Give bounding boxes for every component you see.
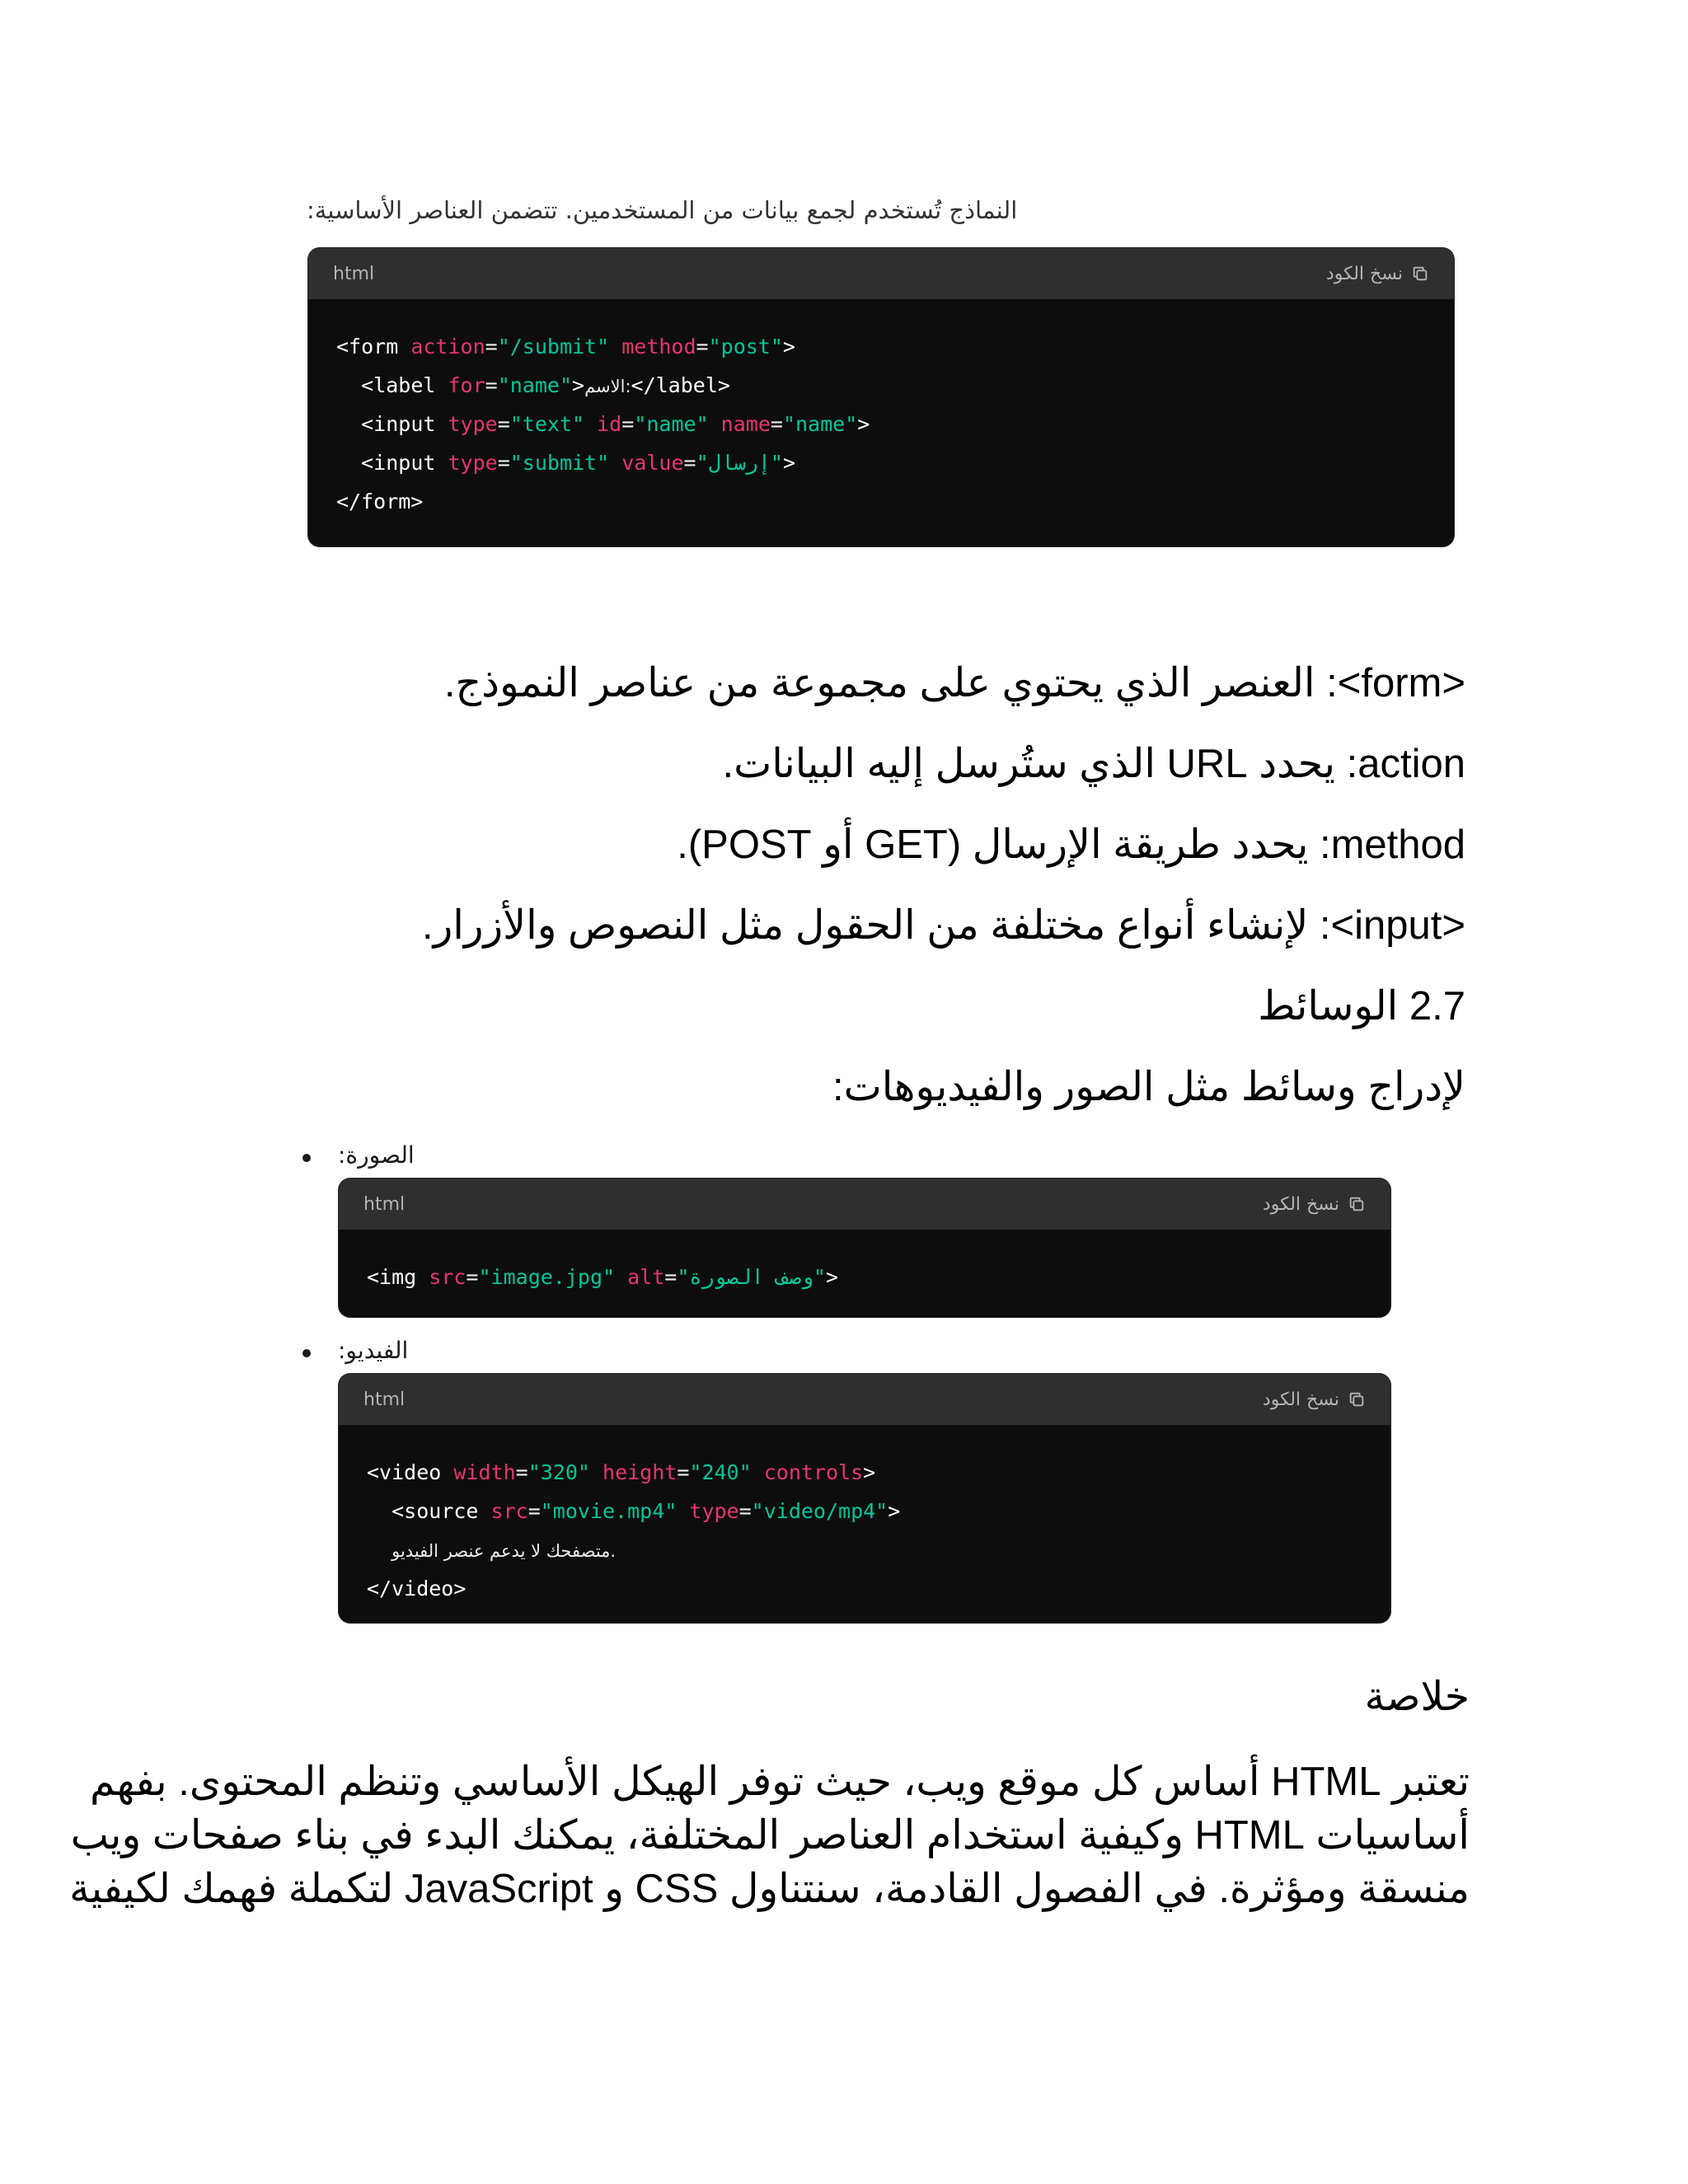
code-token-str: "name" <box>782 412 858 436</box>
code-token-plain: = <box>621 412 635 436</box>
code-token-attr: type <box>448 451 498 475</box>
code-token-tag: </label> <box>631 373 730 397</box>
code-language-label: html <box>363 1389 406 1410</box>
code-token-plain <box>709 412 721 436</box>
code-token-attr: type <box>689 1499 739 1523</box>
code-token-tag: > <box>825 1265 839 1289</box>
code-token-tag: <input <box>361 451 448 475</box>
code-token-plain <box>590 1460 603 1484</box>
bullet-dot <box>302 1154 311 1162</box>
code-line <box>367 1569 1362 1608</box>
code-token-plain: = <box>485 335 498 359</box>
copy-code-label: نسخ الكود <box>1262 1389 1339 1410</box>
code-token-plain <box>336 412 361 436</box>
code-token-plain <box>609 335 621 359</box>
code-token-plain <box>677 1499 689 1523</box>
code-header <box>308 248 1454 299</box>
code-token-plain: = <box>738 1499 752 1523</box>
code-token-plain: = <box>683 451 696 475</box>
code-token-attr: action <box>410 335 485 359</box>
code-token-tag: <label <box>361 373 448 397</box>
copy-icon <box>1348 1390 1366 1408</box>
code-token-plain: = <box>770 412 783 436</box>
code-token-str: "name" <box>497 373 572 397</box>
summary-line: أساسيات HTML وكيفية استخدام العناصر المختلفة، يمكنك البدء في بناء صفحات ويب <box>70 1813 1470 1858</box>
code-block-form <box>308 248 1454 546</box>
code-token-tag: <form <box>336 335 411 359</box>
code-line <box>367 1258 1362 1296</box>
code-body <box>308 299 1454 521</box>
copy-code-button[interactable] <box>1263 1194 1366 1215</box>
summary-line: تعتبر HTML أساس كل موقع ويب، حيث توفر الهيكل الأساسي وتنظم المحتوى. بفهم <box>90 1760 1470 1804</box>
code-token-plain: = <box>528 1499 541 1523</box>
intro-caption: النماذج تُستخدم لجمع بيانات من المستخدمين. تتضمن العناصر الأساسية: <box>307 196 1018 224</box>
summary-line: منسقة ومؤثرة. في الفصول القادمة، سنتناول CSS و JavaScript لتكملة فهمك لكيفية <box>69 1867 1470 1911</box>
code-token-plain <box>336 451 361 475</box>
code-token-attr: id <box>597 412 622 436</box>
code-token-attr: src <box>490 1499 528 1523</box>
definition-form: <form>: العنصر الذي يحتوي على مجموعة من عناصر النموذج. <box>443 661 1465 705</box>
code-token-plain: = <box>485 373 498 397</box>
media-intro: لإدراج وسائط مثل الصور والفيديوهات: <box>832 1065 1465 1109</box>
code-token-str: "320" <box>528 1460 590 1484</box>
code-token-tag: > <box>782 335 795 359</box>
code-line <box>336 443 1426 482</box>
code-token-attr: controls <box>763 1460 864 1484</box>
code-token-attr: height <box>603 1460 678 1484</box>
code-token-attr: width <box>453 1460 516 1484</box>
copy-code-label: نسخ الكود <box>1262 1193 1339 1215</box>
bullet-video-label: الفيديو: <box>338 1337 409 1364</box>
code-token-plain <box>752 1460 764 1484</box>
code-token-tag: <source <box>392 1499 491 1523</box>
copy-code-button[interactable] <box>1326 264 1429 284</box>
code-token-tag: > <box>782 451 796 475</box>
copy-icon <box>1348 1195 1366 1213</box>
bullet-image-label: الصورة: <box>338 1141 415 1169</box>
code-token-str: "post" <box>708 335 783 359</box>
bullet-dot <box>302 1349 311 1357</box>
code-line <box>336 366 1426 405</box>
code-token-tag: <video <box>367 1460 454 1484</box>
code-token-str: "إرسال" <box>696 451 783 475</box>
code-line <box>367 1492 1362 1530</box>
code-token-str: "text" <box>509 412 585 436</box>
definition-input: <input>: لإنشاء أنواع مختلفة من الحقول مثل النصوص والأزرار. <box>421 903 1465 948</box>
code-token-attr: value <box>621 451 684 475</box>
code-token-tag: > <box>857 412 870 436</box>
code-token-plain <box>367 1538 392 1562</box>
code-token-attr: method <box>621 335 696 359</box>
code-line <box>367 1530 1362 1569</box>
code-token-plain: = <box>497 412 510 436</box>
code-token-plain: = <box>677 1460 690 1484</box>
code-token-str: "video/mp4" <box>751 1499 889 1523</box>
code-line <box>336 482 1426 521</box>
code-token-plain: = <box>497 451 510 475</box>
summary-heading: خلاصة <box>1364 1675 1470 1719</box>
definition-action: action: يحدد URL الذي ستُرسل إليه البيانات. <box>722 742 1465 786</box>
code-language-label: html <box>363 1193 406 1215</box>
code-body <box>339 1425 1390 1608</box>
code-block-image <box>339 1179 1390 1317</box>
code-token-attr: alt <box>627 1265 665 1289</box>
code-token-tag: <img <box>367 1265 429 1289</box>
code-token-attr: src <box>429 1265 467 1289</box>
code-body <box>339 1230 1390 1296</box>
code-token-plain <box>615 1265 627 1289</box>
code-token-str: "240" <box>689 1460 752 1484</box>
code-token-tag: > <box>888 1499 901 1523</box>
code-token-plain: = <box>664 1265 678 1289</box>
code-line <box>367 1453 1362 1492</box>
code-token-attr: type <box>448 412 498 436</box>
code-token-plain: = <box>466 1265 479 1289</box>
code-language-label: html <box>333 263 375 284</box>
copy-icon <box>1411 265 1429 283</box>
code-token-str: "وصف الصورة" <box>677 1265 826 1289</box>
code-block-video <box>339 1374 1390 1623</box>
code-token-ar: الاسم: <box>584 377 631 396</box>
code-token-plain <box>609 451 621 475</box>
definition-method: method: يحدد طريقة الإرسال (GET أو POST). <box>677 823 1465 867</box>
code-token-attr: name <box>720 412 771 436</box>
code-token-plain: = <box>696 335 709 359</box>
code-token-tag: > <box>572 373 585 397</box>
code-token-tag: </video> <box>367 1577 467 1601</box>
code-token-str: "/submit" <box>497 335 610 359</box>
code-token-plain: = <box>515 1460 528 1484</box>
code-header <box>339 1179 1390 1230</box>
media-heading: 2.7 الوسائط <box>1258 984 1465 1029</box>
code-token-plain <box>336 373 361 397</box>
code-token-str: "image.jpg" <box>478 1265 616 1289</box>
copy-code-label: نسخ الكود <box>1325 263 1403 284</box>
code-token-str: "movie.mp4" <box>540 1499 678 1523</box>
copy-code-button[interactable] <box>1263 1390 1366 1410</box>
code-token-plain <box>584 412 597 436</box>
code-token-str: "submit" <box>509 451 610 475</box>
code-line <box>336 405 1426 443</box>
code-token-tag: <input <box>361 412 448 436</box>
code-token-ar: متصفحك لا يدعم عنصر الفيديو. <box>392 1541 617 1561</box>
code-token-str: "name" <box>634 412 709 436</box>
code-token-plain <box>367 1499 392 1523</box>
code-token-tag: > <box>863 1460 876 1484</box>
code-header <box>339 1374 1390 1425</box>
code-token-attr: for <box>448 373 485 397</box>
code-token-tag: </form> <box>336 490 424 513</box>
summary-paragraph <box>69 1755 1470 1916</box>
code-line <box>336 327 1426 366</box>
